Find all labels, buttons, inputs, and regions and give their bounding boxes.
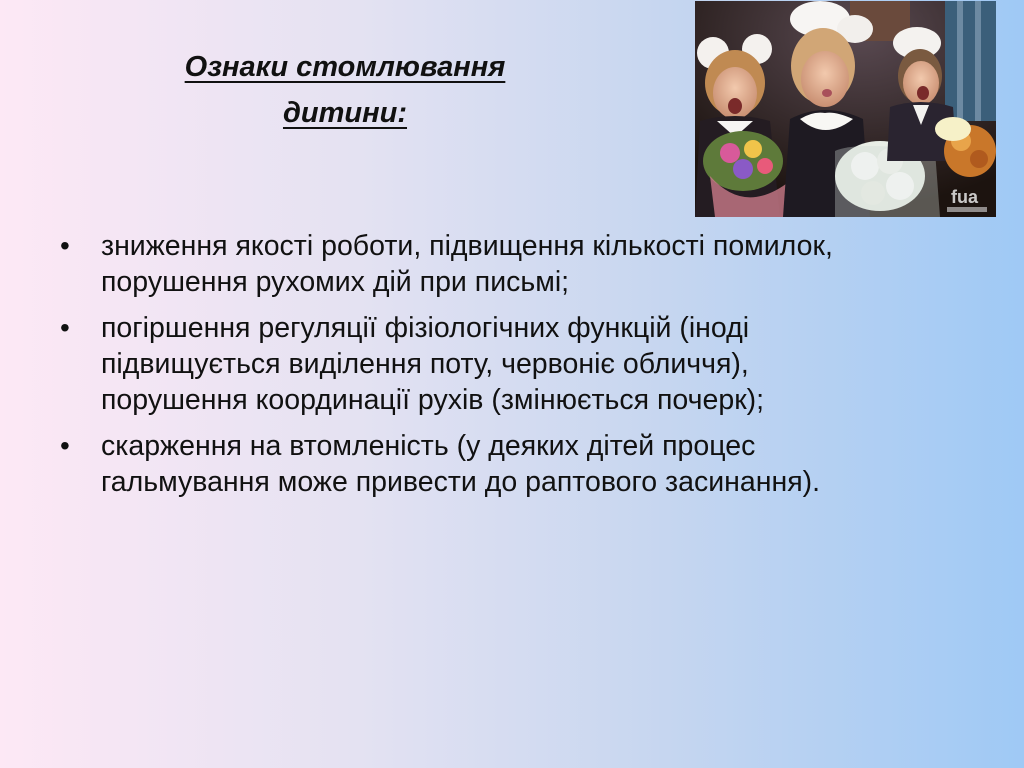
photo-watermark: fua	[951, 187, 978, 207]
bullet-dot: •	[60, 230, 70, 261]
bullet-text: зниження якості роботи, підвищення кількості помилок, порушення рухомих дій при письмі;	[101, 230, 833, 298]
title-line-2: дитини:	[282, 97, 408, 129]
bullet-item	[60, 428, 860, 500]
bullet-item	[60, 310, 860, 418]
bullet-text: погіршення регуляції фізіологічних функцій (іноді підвищується виділення поту, червоніє обличчя), порушення координації рухів (змінюється почерк);	[101, 312, 765, 416]
bullet-dot: •	[60, 312, 70, 343]
schoolchildren-photo	[695, 1, 996, 217]
bullet-text: скарження на втомленість (у деяких дітей процес гальмування може привести до раптового засинання).	[101, 430, 821, 498]
bullet-list	[60, 228, 860, 510]
bullet-dot: •	[60, 430, 70, 461]
slide-title	[120, 44, 570, 136]
bullet-item	[60, 228, 860, 300]
title-line-1: Ознаки стомлювання	[184, 51, 506, 83]
